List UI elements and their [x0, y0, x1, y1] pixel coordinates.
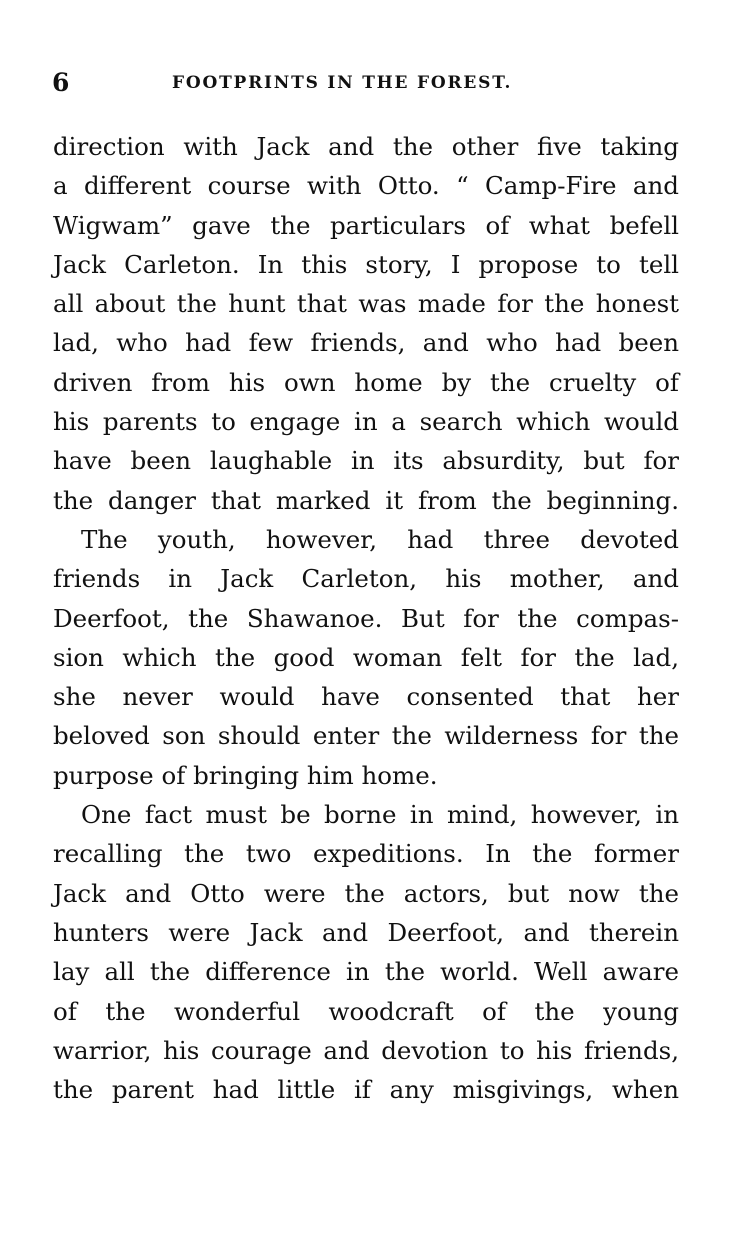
text-line: hunters were Jack and Deerfoot, and therein: [53, 917, 679, 947]
text-line: his parents to engage in a search which would: [53, 407, 679, 437]
text-line: lay all the difference in the world. Well aware: [53, 957, 679, 987]
text-line: a different course with Otto. “ Camp-Fire and: [53, 171, 679, 201]
paragraph-2: [53, 520, 679, 795]
text-line: Jack and Otto were the actors, but now the: [53, 878, 679, 908]
text-line: direction with Jack and the other five taking: [53, 132, 679, 161]
text-line: friends in Jack Carleton, his mother, and: [53, 564, 679, 594]
page-number: 6: [52, 68, 70, 97]
text-line: beloved son should enter the wilderness for the: [53, 721, 679, 751]
text-line: driven from his own home by the cruelty of: [53, 367, 679, 397]
page-header: [52, 66, 680, 100]
text-line: all about the hunt that was made for the honest: [53, 289, 679, 319]
text-line: Wigwam” gave the particulars of what befell: [53, 210, 679, 240]
text-line: the parent had little if any misgivings, when: [53, 1075, 679, 1105]
text-line: lad, who had few friends, and who had been: [53, 328, 679, 358]
text-line: recalling the two expeditions. In the former: [53, 839, 679, 869]
text-line: the danger that marked it from the beginning.: [53, 485, 679, 515]
text-line: Jack Carleton. In this story, I propose to tell: [53, 249, 679, 279]
paragraph-1: [53, 127, 679, 520]
text-line: Deerfoot, the Shawanoe. But for the compas-: [53, 603, 679, 633]
text-line: purpose of bringing him home.: [53, 760, 438, 790]
text-line: of the wonderful woodcraft of the young: [53, 996, 679, 1026]
text-line: she never would have consented that her: [53, 682, 679, 712]
body-text: [53, 127, 679, 1109]
running-title: FOOTPRINTS IN THE FOREST.: [172, 73, 513, 93]
text-line: sion which the good woman felt for the lad,: [53, 642, 679, 672]
paragraph-3: [53, 795, 679, 1109]
text-line: One fact must be borne in mind, however, in: [81, 800, 679, 830]
text-line: warrior, his courage and devotion to his friends,: [53, 1035, 679, 1065]
text-line: The youth, however, had three devoted: [81, 524, 679, 554]
text-line: have been laughable in its absurdity, but for: [53, 446, 679, 476]
